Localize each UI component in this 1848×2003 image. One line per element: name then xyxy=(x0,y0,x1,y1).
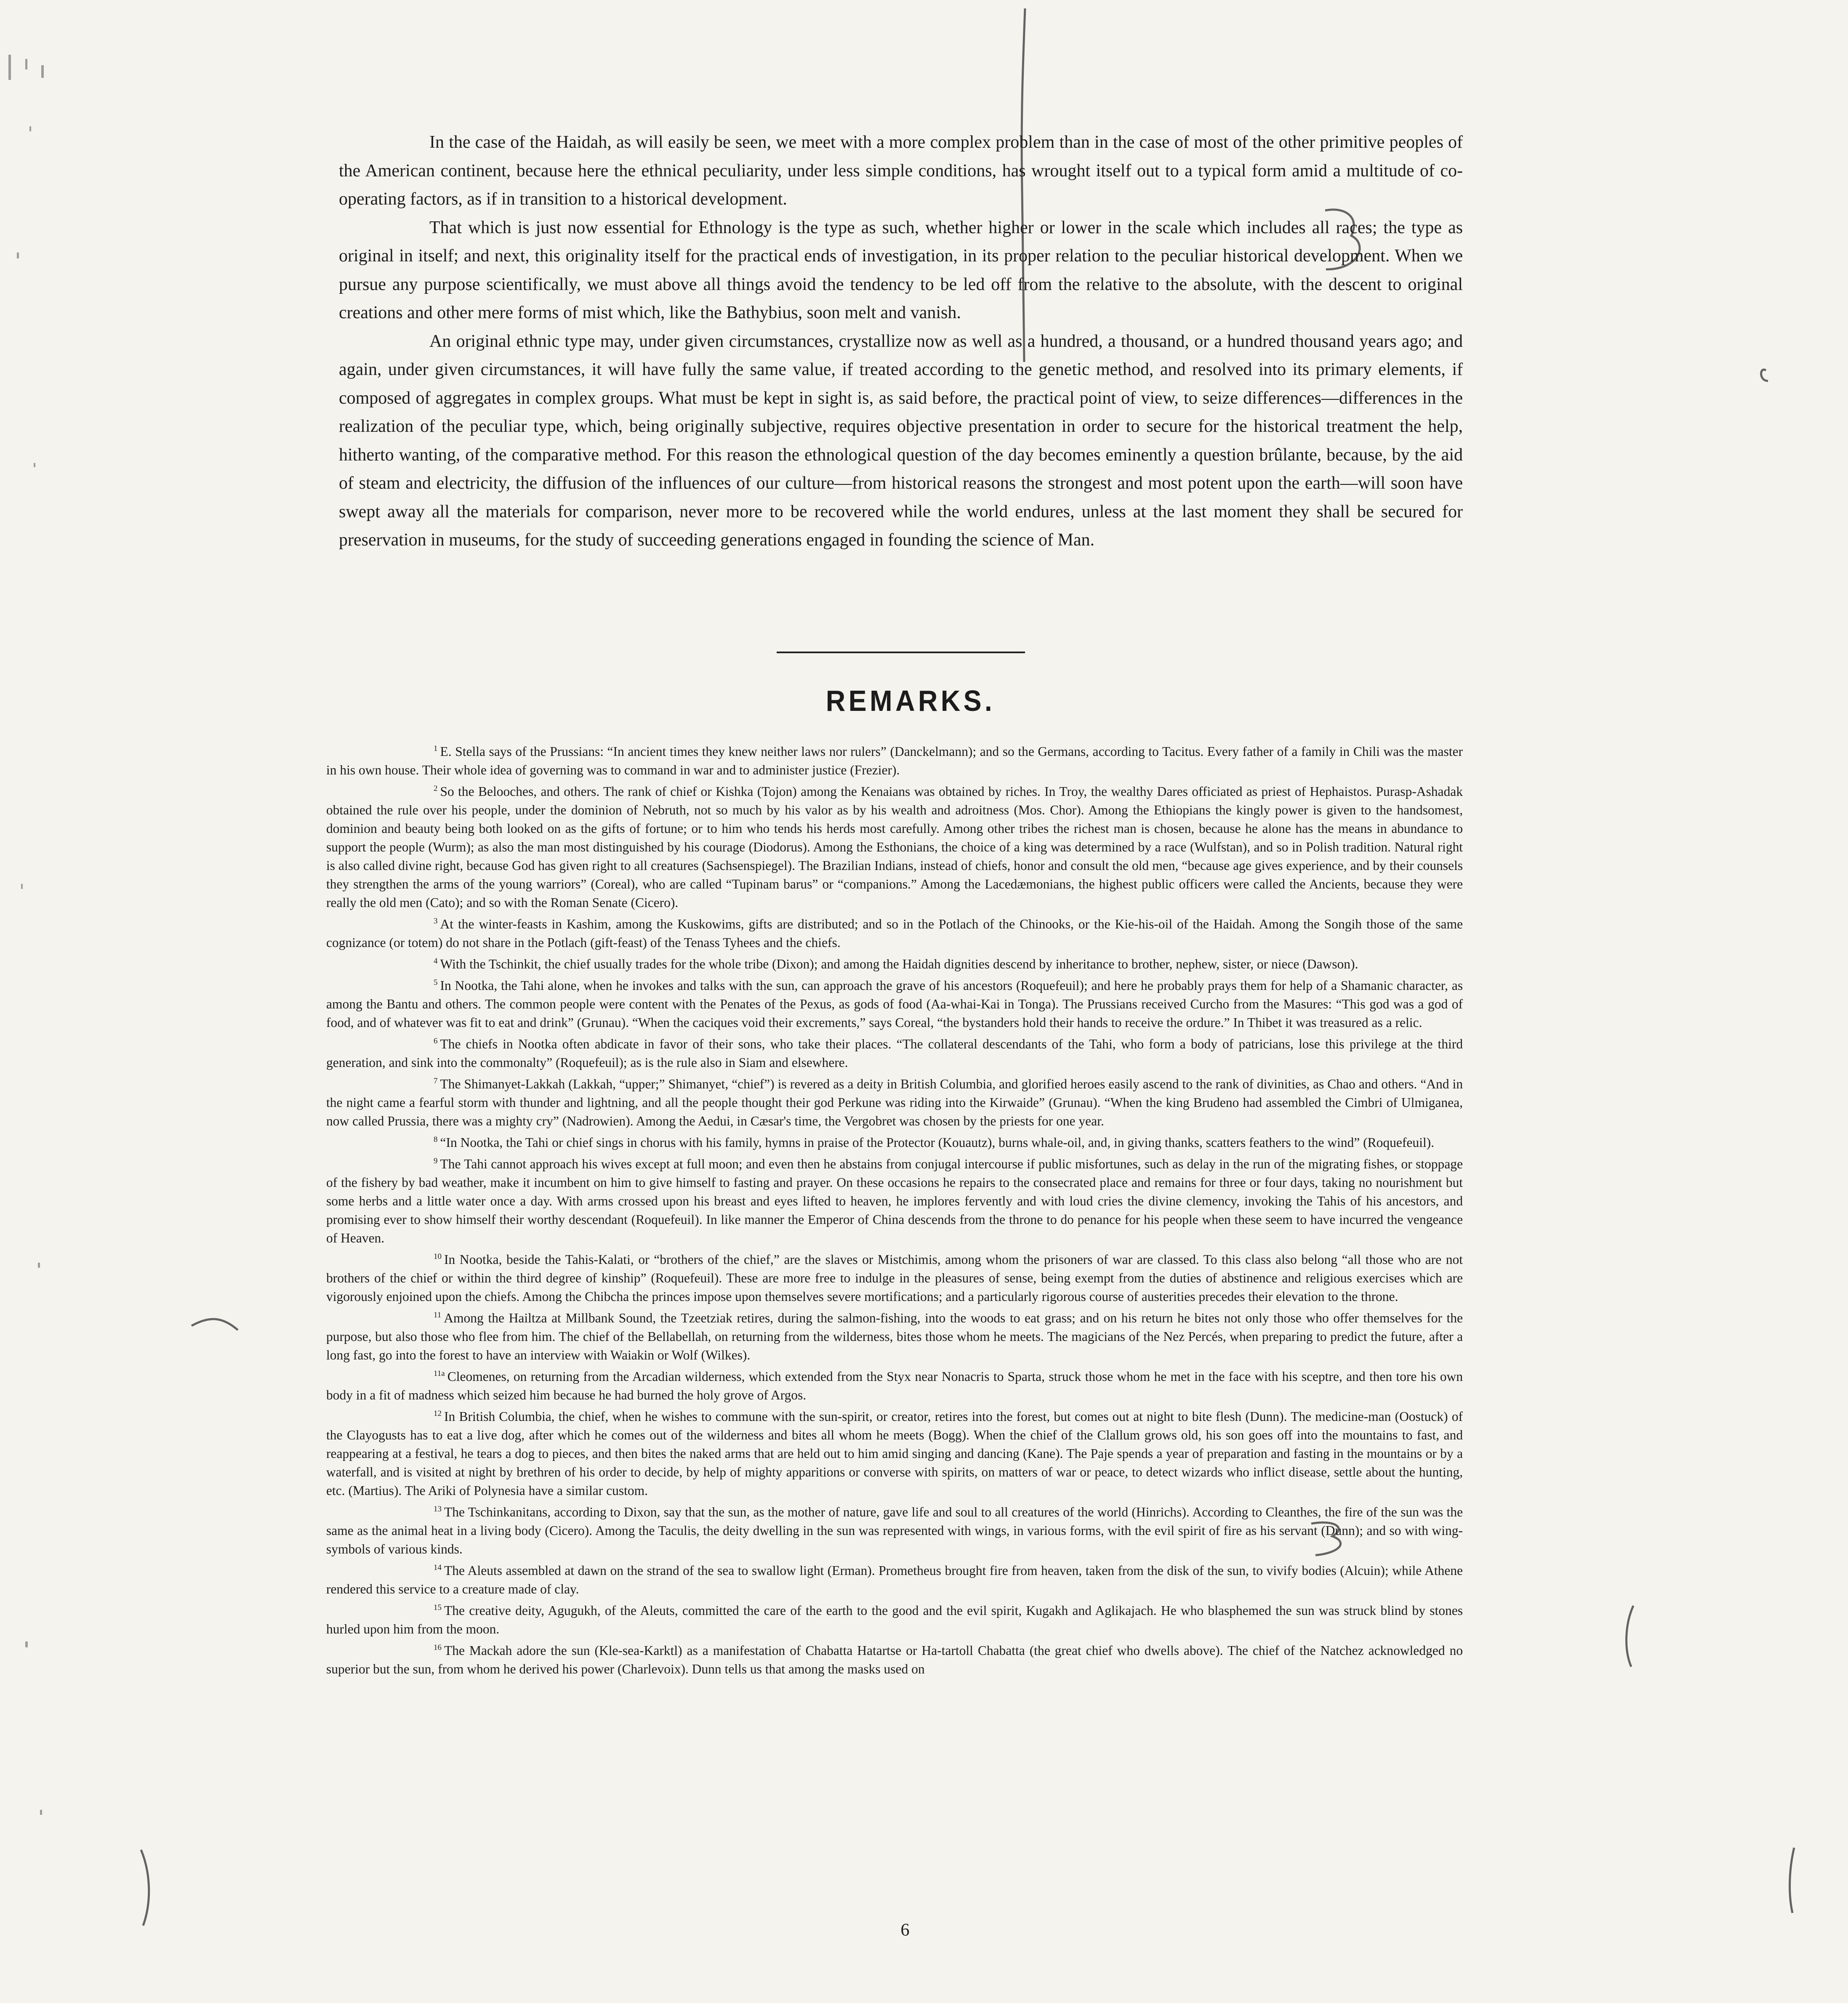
note xyxy=(326,1072,1463,1131)
note-text: With the Tschinkit, the chief usually trades for the whole tribe (Dixon); and among the Haidah dignities descend by inheritance to brother, nephew, sister, or niece (Dawson). xyxy=(440,957,1358,971)
note-number: 8 xyxy=(434,1135,438,1144)
note xyxy=(326,1559,1463,1599)
note-number: 15 xyxy=(434,1603,442,1612)
note xyxy=(326,1248,1463,1306)
note-number: 4 xyxy=(434,957,438,966)
note-number: 3 xyxy=(434,917,438,926)
note xyxy=(326,974,1463,1032)
note xyxy=(326,1032,1463,1072)
main-paragraph: An original ethnic type may, under given circumstances, crystallize now as well as a hundred, a thousand, or a hundred thousand years ago; and again, under given circumstances, it will have fully the same value, if treated according to the genetic method, and resolved into its primary elements, if composed of aggregates in complex groups. What must be kept in sight is, as said before, the practical point of view, to seize differences—differences in the realization of the peculiar type, which, being originally subjective, requires objective presentation in order to secure for the historical treatment the help, hitherto wanting, of the comparative method. For this reason the ethnological question of the day becomes eminently a question brûlante, because, by the aid of steam and electricity, the diffusion of the influences of our culture—from historical reasons the strongest and most potent upon the earth—will soon have swept away all the materials for comparison, never more to be recovered while the world endures, unless at the last moment they shall be secured for preservation in museums, for the study of succeeding generations engaged in founding the science of Man. xyxy=(339,331,1463,550)
note-text: In Nootka, beside the Tahis-Kalati, or “brothers of the chief,” are the slaves or Mistchimis, among whom the prisoners of war are classed. To this class also belong “all those who are not brothers of the chief or within the third degree of kinship” (Roquefeuil). These are more free to indulge in the pleasures of sense, being exempt from the duties of abstinence and religious exercises which are vigorously enjoined upon the chiefs. Among the Chibcha the princes impose upon themselves severe mortifications; and a particularly rigorous course of austerities precedes their elevation to the throne. xyxy=(326,1252,1463,1304)
note xyxy=(326,779,1463,912)
note xyxy=(326,1404,1463,1500)
note-text: The Tahi cannot approach his wives except at full moon; and even then he abstains from conjugal intercourse if public misfortunes, such as delay in the run of the migrating fishes, or stoppage of the fishery by bad weather, make it incumbent on him to give himself to fasting and prayer. On these occasions he repairs to the consecrated place and remains for three or four days, taking no nourishment but some herbs and a little water once a day. With arms crossed upon his breast and eyes lifted to heaven, he implores fervently and with loud cries the divine clemency, invoking the Tahis of his ancestors, and promising ever to show himself their worthy descendant (Roquefeuil). In like manner the Emperor of China descends from the throne to do penance for his people when these seem to have incurred the vengeance of Heaven. xyxy=(326,1157,1463,1245)
note-number: 11a xyxy=(434,1369,445,1378)
main-text xyxy=(339,128,1463,555)
note-number: 6 xyxy=(434,1037,438,1045)
note-number: 2 xyxy=(434,784,438,793)
note-number: 10 xyxy=(434,1252,442,1261)
note xyxy=(326,1306,1463,1365)
note-text: “In Nootka, the Tahi or chief sings in chorus with his family, hymns in praise of the Protector (Kouautz), burns whale-oil, and, in giving thanks, scatters feathers to the wind” (Roquefeuil). xyxy=(440,1135,1434,1150)
note xyxy=(326,912,1463,952)
note-text: In British Columbia, the chief, when he wishes to commune with the sun-spirit, or creator, retires into the forest, but comes out at night to bite flesh (Dunn). The medicine-man (Oostuck) of the Clayogusts has to eat a live dog, after which he comes out of the wilderness and bites all whom he meets (Bogg). When the chief of the Clallum grows old, his son goes off into the mountains to fast, and reappearing at a festival, he tears a dog to pieces, and then bites the naked arms that are held out to him amid singing and dancing (Kane). The Paje spends a year of preparation and fasting in the mountains or by a waterfall, and is visited at night by brethren of his order to decide, by help of mighty apparitions or converse with spirits, on matters of war or peace, to detect wizards who inflict disease, settle about the hunting, etc. (Martius). The Ariki of Polynesia have a similar custom. xyxy=(326,1409,1463,1498)
note-number: 14 xyxy=(434,1563,442,1572)
note-text: E. Stella says of the Prussians: “In ancient times they knew neither laws nor rulers” (Danckelmann); and so the Germans, according to Tacitus. Every father of a family in Chili was the master in his own house. Their whole idea of governing was to command in war and to administer justice (Frezier). xyxy=(326,744,1463,777)
main-paragraph: In the case of the Haidah, as will easily be seen, we meet with a more complex problem than in the case of most of the other primitive peoples of the American continent, because here the ethnical peculiarity, under less simple conditions, has wrought itself out to a typical form amid a multitude of co-operating factors, as if in transition to a historical development. xyxy=(339,133,1463,209)
note-number: 1 xyxy=(434,744,438,753)
note-number: 5 xyxy=(434,978,438,987)
note xyxy=(326,1152,1463,1248)
note-text: Cleomenes, on returning from the Arcadian wilderness, which extended from the Styx near Nonacris to Sparta, struck those whom he met in the face with his sceptre, and then tore his own body in a fit of madness which seized him because he had burned the holy grove of Argos. xyxy=(326,1369,1463,1402)
note-text: The creative deity, Agugukh, of the Aleuts, committed the care of the earth to the good and the evil spirit, Kugakh and Aglikajach. He who blasphemed the sun was struck blind by stones hurled upon him from the moon. xyxy=(326,1603,1463,1636)
note xyxy=(326,1365,1463,1404)
note-text: The Tschinkanitans, according to Dixon, say that the sun, as the mother of nature, gave life and soul to all creatures of the world (Hinrichs). According to Cleanthes, the fire of the sun was the same as the animal heat in a living body (Cicero). Among the Taculis, the deity dwelling in the sun was represented with wings, in various forms, with the evil spirit of fire as his servant (Dunn); and so with wing-symbols of various kinds. xyxy=(326,1505,1463,1556)
note-text: The Aleuts assembled at dawn on the strand of the sea to swallow light (Erman). Prometheus brought fire from heaven, taken from the disk of the sun, to vivify bodies (Alcuin); while Athene rendered this service to a creature made of clay. xyxy=(326,1563,1463,1596)
remarks-heading: REMARKS. xyxy=(825,684,996,717)
note-number: 9 xyxy=(434,1157,438,1165)
note-number: 12 xyxy=(434,1409,442,1418)
note-number: 13 xyxy=(434,1505,442,1514)
remarks-notes xyxy=(326,739,1463,1678)
main-paragraph: That which is just now essential for Ethnology is the type as such, whether higher or lower in the scale which includes all races; the type as original in itself; and next, this originality itself for the practical ends of investigation, in its proper relation to the peculiar historical development. When we pursue any purpose scientifically, we must above all things avoid the tendency to be led off from the relative to the absolute, with the descent to original creations and other mere forms of mist which, like the Bathybius, soon melt and vanish. xyxy=(339,218,1463,322)
note xyxy=(326,1500,1463,1559)
note-text: The Shimanyet-Lakkah (Lakkah, “upper;” Shimanyet, “chief”) is revered as a deity in British Columbia, and glorified heroes easily ascend to the rank of divinities, as Chao and others. “And in the night came a fearful storm with thunder and lightning, and all the people thought their god Perkune was riding into the Kirwaide” (Grunau). “When the king Brudeno had assembled the Cimbri of Ulmiganea, now called Prussia, there was a mighty cry” (Nadrowien). Among the Aedui, in Cæsar's time, the Vergobret was chosen by the priests for one year. xyxy=(326,1077,1463,1128)
note-number: 11 xyxy=(434,1311,442,1319)
note xyxy=(326,739,1463,779)
note xyxy=(326,1131,1463,1152)
note xyxy=(326,952,1463,974)
section-divider xyxy=(777,652,1025,653)
page-number: 6 xyxy=(900,1921,910,1940)
note-text: The chiefs in Nootka often abdicate in favor of their sons, who take their places. “The collateral descendants of the Tahi, who form a body of patricians, lose this privilege at the third generation, and sink into the commonalty” (Roquefeuil); as is the rule also in Siam and elsewhere. xyxy=(326,1037,1463,1070)
note-text: At the winter-feasts in Kashim, among the Kuskowims, gifts are distributed; and so in the Potlach of the Chinooks, or the Kie-his-oil of the Haidah. Among the Songih those of the same cognizance (or totem) do not share in the Potlach (gift-feast) of the Tenass Tyhees and the chiefs. xyxy=(326,917,1463,950)
note xyxy=(326,1599,1463,1639)
note xyxy=(326,1639,1463,1678)
note-text: So the Belooches, and others. The rank of chief or Kishka (Tojon) among the Kenaians was obtained by riches. In Troy, the wealthy Dares officiated as priest of Hephaistos. Purasp-Ashadak obtained the rule over his people, under the dominion of Nebruth, not so much by his valor as by his wealth and adroitness (Mos. Chor). Among the Ethiopians the kingly power is given to the handsomest, dominion and beauty being both looked on as the gifts of fortune; or to him who tends his herds most carefully. Among other tribes the richest man is chosen, because he alone has the means in abundance to support the people (Wurm); as also the man most distinguished by his courage (Diodorus). Among the Esthonians, the choice of a king was determined by a race (Wulfstan), and so in Polish tradition. Natural right is also called divine right, because God has given right to all creatures (Sachsenspiegel). The Brazilian Indians, instead of chiefs, honor and consult the old men, “because age gives experience, and by their counsels they strengthen the arms of the young warriors” (Coreal), who are called “Tupinam barus” or “companions.” Among the Lacedæmonians, the highest public officers were called the Ancients, because they were really the old men (Cato); and so with the Roman Senate (Cicero). xyxy=(326,784,1463,910)
note-number: 7 xyxy=(434,1077,438,1085)
note-text: In Nootka, the Tahi alone, when he invokes and talks with the sun, can approach the grave of his ancestors (Roquefeuil); and here he probably prays them for help of a Shamanic character, as among the Bantu and others. The common people were content with the Penates of the Pexus, as gods of food (Aa-whai-Kai in Tonga). The Prussians received Curcho from the Masures: “This god was a god of food, and of whatever was fit to eat and drink” (Grunau). “When the caciques void their excrements,” says Coreal, “the bystanders hold their hands to receive the ordure.” In Thibet it was treasured as a relic. xyxy=(326,978,1463,1030)
note-text: Among the Hailtza at Millbank Sound, the Tzeetziak retires, during the salmon-fishing, into the woods to eat grass; and on his return he bites not only those who offer themselves for the purpose, but also those who flee from him. The chief of the Bellabellah, on returning from the wilderness, bites those whom he meets. The magicians of the Nez Percés, when preparing to predict the future, after a long fast, go into the forest to have an interview with Waiakin or Wolf (Wilkes). xyxy=(326,1311,1463,1362)
note-number: 16 xyxy=(434,1643,442,1652)
note-text: The Mackah adore the sun (Kle-sea-Karktl) as a manifestation of Chabatta Hatartse or Ha-tartoll Chabatta (the great chief who dwells above). The chief of the Natchez acknowledged no superior but the sun, from whom he derived his power (Charlevoix). Dunn tells us that among the masks used on xyxy=(326,1643,1463,1676)
